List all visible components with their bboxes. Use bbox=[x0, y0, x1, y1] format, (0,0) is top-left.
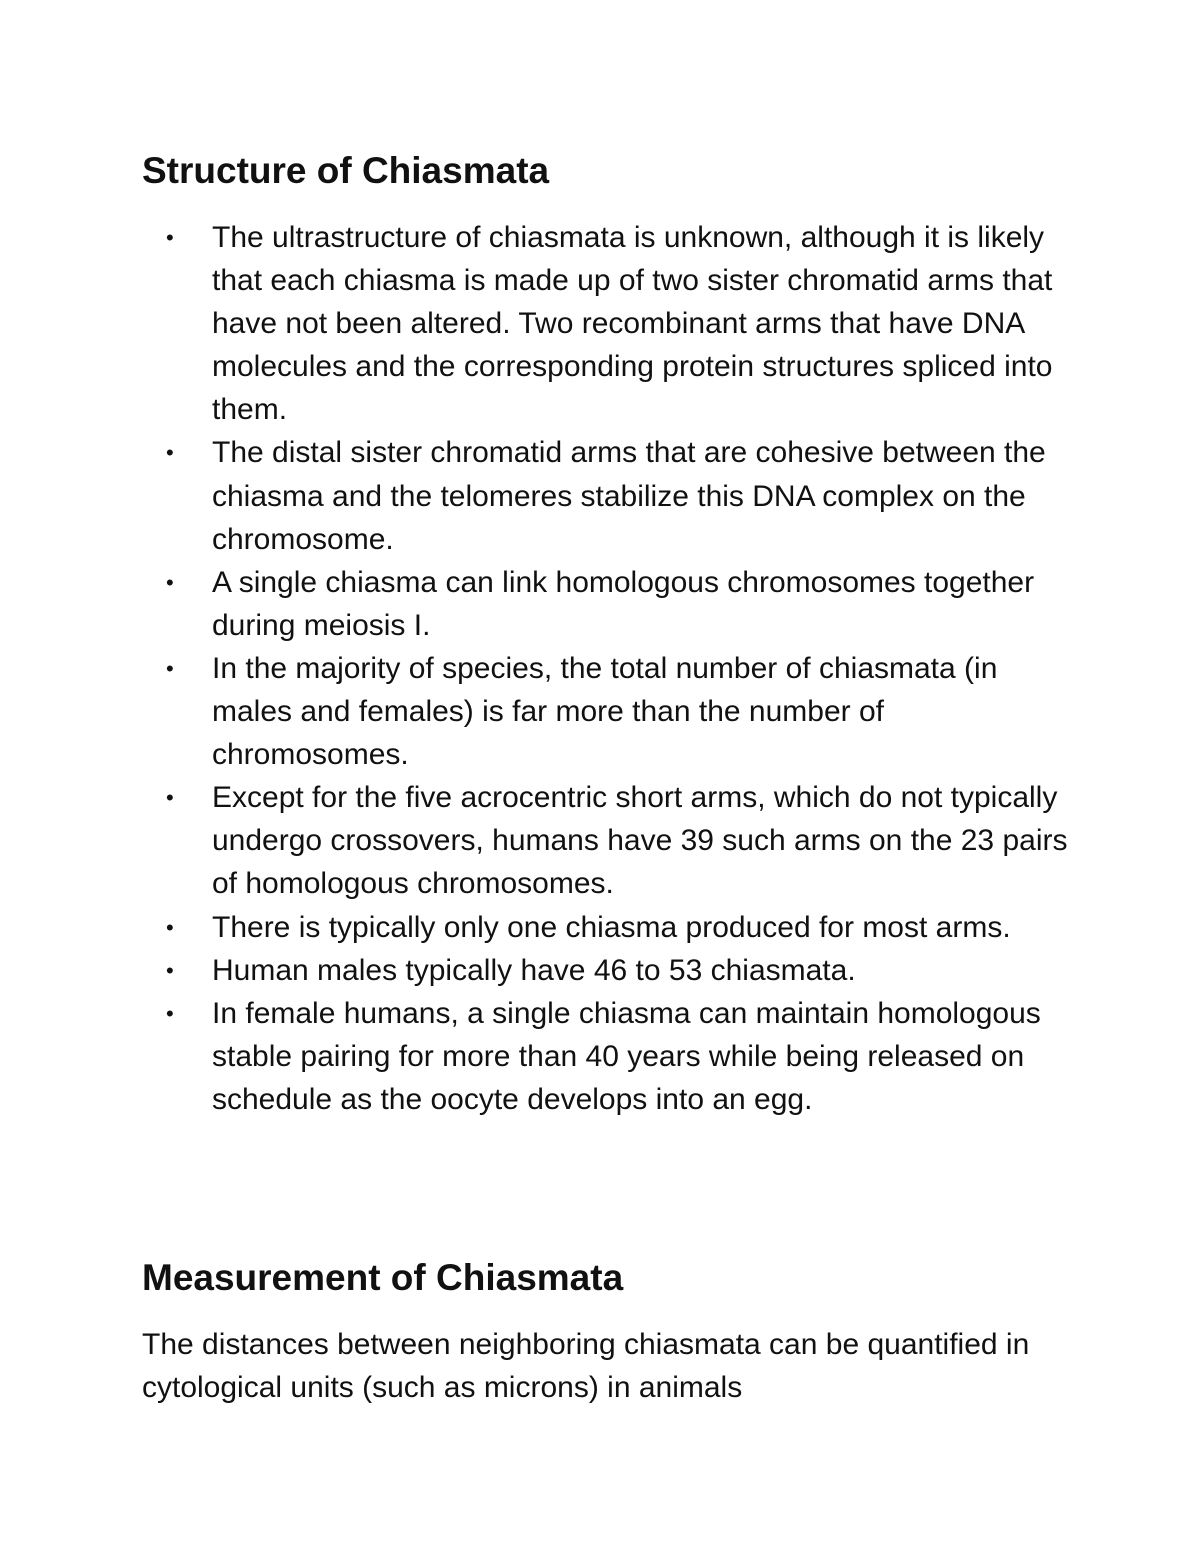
bullet-item bbox=[0, 647, 1072, 776]
section-title-measurement: Measurement of Chiasmata bbox=[142, 1257, 624, 1298]
bullet-list bbox=[0, 216, 1200, 1121]
bullet-icon: • bbox=[166, 655, 174, 681]
bullet-icon: • bbox=[166, 440, 174, 466]
bullet-item bbox=[0, 949, 1072, 992]
bullet-icon: • bbox=[166, 1000, 174, 1026]
measurement-paragraph: The distances between neighboring chiasmata can be quantified in cytological units (such as microns) in animals bbox=[142, 1328, 1030, 1405]
bullet-text: In the majority of species, the total number of chiasmata (in males and females) is far more than the number of chromosomes. bbox=[212, 651, 998, 772]
bullet-text: The distal sister chromatid arms that are cohesive between the chiasma and the telomeres stabilize this DNA complex on the chromosome. bbox=[212, 436, 1046, 556]
bullet-item bbox=[0, 992, 1072, 1121]
bullet-icon: • bbox=[166, 785, 174, 811]
bullet-text: There is typically only one chiasma produced for most arms. bbox=[212, 910, 1011, 944]
bullet-item bbox=[0, 776, 1072, 905]
bullet-icon: • bbox=[166, 957, 174, 983]
bullet-icon: • bbox=[166, 569, 174, 595]
section-title-structure: Structure of Chiasmata bbox=[142, 150, 550, 191]
bullet-item bbox=[0, 216, 1072, 431]
bullet-text: The ultrastructure of chiasmata is unknown, although it is likely that each chiasma is made up of two sister chromatid arms that have not been altered. Two recombinant arms that have DNA molecules and the corresponding protein structures spliced into them. bbox=[212, 221, 1053, 427]
bullet-item bbox=[0, 431, 1072, 560]
bullet-text: In female humans, a single chiasma can maintain homologous stable pairing for more than 40 years while being released on schedule as the oocyte develops into an egg. bbox=[212, 996, 1041, 1116]
bullet-item bbox=[0, 561, 1072, 647]
bullet-item bbox=[0, 906, 1072, 949]
bullet-icon: • bbox=[166, 225, 174, 250]
bullet-text: Except for the five acrocentric short arms, which do not typically undergo crossovers, humans have 39 such arms on the 23 pairs of homologous chromosomes. bbox=[212, 781, 1068, 901]
bullet-text: A single chiasma can link homologous chromosomes together during meiosis I. bbox=[212, 565, 1035, 642]
bullet-icon: • bbox=[166, 914, 174, 940]
bullet-text: Human males typically have 46 to 53 chiasmata. bbox=[212, 953, 856, 987]
